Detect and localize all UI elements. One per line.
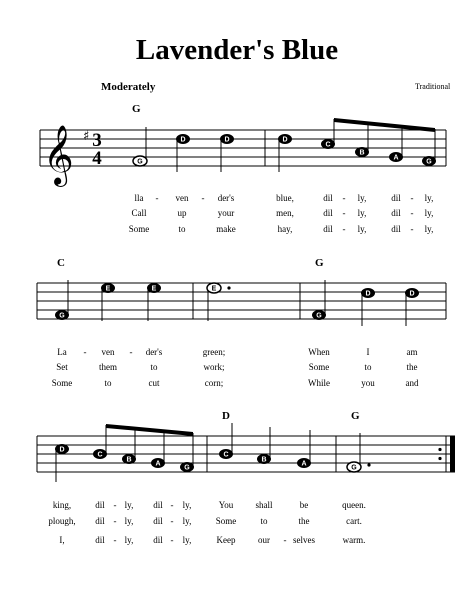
staff-system-3 bbox=[37, 410, 455, 545]
lyric-syllable: I, bbox=[59, 535, 65, 545]
note-name: E bbox=[105, 285, 111, 293]
lyric-syllable: der's bbox=[217, 193, 235, 203]
lyric-hyphen: - bbox=[113, 500, 117, 510]
note-name: D bbox=[282, 136, 288, 144]
staff-system-1 bbox=[40, 103, 446, 234]
lyric-syllable: dil bbox=[323, 193, 333, 203]
lyric-syllable: ly, bbox=[124, 500, 134, 510]
lyric-syllable: to bbox=[150, 362, 158, 372]
note-name: D bbox=[59, 446, 65, 454]
lyric-syllable: ly, bbox=[424, 193, 434, 203]
repeat-dot bbox=[438, 457, 441, 460]
lyric-syllable: Call bbox=[131, 208, 147, 218]
lyric-syllable: ly, bbox=[424, 208, 434, 218]
note-name: B bbox=[261, 456, 267, 464]
lyric-hyphen: - bbox=[342, 224, 346, 234]
lyric-hyphen: - bbox=[410, 224, 414, 234]
lyric-syllable: make bbox=[216, 224, 236, 234]
note-name: G bbox=[59, 312, 65, 320]
lyric-syllable: lla bbox=[134, 193, 144, 203]
lyrics-system-3 bbox=[48, 500, 366, 545]
lyric-syllable: men, bbox=[276, 208, 294, 218]
final-barline-thick bbox=[450, 436, 455, 472]
note-name: D bbox=[409, 290, 415, 298]
song-title: Lavender's Blue bbox=[135, 34, 339, 66]
note-name: D bbox=[224, 136, 230, 144]
lyric-syllable: La bbox=[57, 347, 67, 357]
note-name: E bbox=[211, 285, 217, 293]
note bbox=[219, 423, 233, 459]
lyric-syllable: you bbox=[361, 378, 375, 388]
lyric-syllable: dil bbox=[95, 516, 105, 526]
lyric-syllable: While bbox=[308, 378, 330, 388]
chord-symbol: G bbox=[351, 410, 360, 422]
lyric-syllable: Some bbox=[51, 378, 73, 388]
lyric-syllable: dil bbox=[391, 208, 401, 218]
chord-symbol: G bbox=[315, 257, 324, 269]
note-name: B bbox=[359, 149, 365, 157]
lyric-syllable: corn; bbox=[204, 378, 224, 388]
lyric-syllable: green; bbox=[202, 347, 226, 357]
lyric-syllable: selves bbox=[293, 535, 315, 545]
lyric-hyphen: - bbox=[113, 516, 117, 526]
note-name: D bbox=[365, 290, 371, 298]
dot bbox=[227, 286, 230, 289]
lyric-syllable: When bbox=[308, 347, 330, 357]
note-name: C bbox=[325, 141, 331, 149]
note-name: G bbox=[184, 464, 190, 472]
lyric-syllable: Set bbox=[56, 362, 68, 372]
lyric-hyphen: - bbox=[83, 347, 87, 357]
note-name: E bbox=[151, 285, 157, 293]
note bbox=[133, 127, 147, 166]
lyric-syllable: dil bbox=[153, 516, 163, 526]
eighth-note-group bbox=[93, 424, 194, 472]
eighth-note-group bbox=[321, 118, 436, 166]
note bbox=[55, 280, 69, 320]
lyric-syllable: Some bbox=[308, 362, 330, 372]
note bbox=[312, 280, 326, 320]
lyric-syllable: king, bbox=[52, 500, 72, 510]
lyric-syllable: Some bbox=[128, 224, 150, 234]
lyric-hyphen: - bbox=[342, 193, 346, 203]
note bbox=[405, 288, 419, 326]
lyric-syllable: our bbox=[258, 535, 270, 545]
note bbox=[361, 288, 375, 326]
lyric-syllable: ly, bbox=[182, 535, 192, 545]
lyric-syllable: plough, bbox=[48, 516, 76, 526]
lyric-hyphen: - bbox=[342, 208, 346, 218]
lyric-syllable: ly, bbox=[357, 208, 367, 218]
chord-symbol: C bbox=[57, 257, 65, 269]
lyric-syllable: be bbox=[299, 500, 309, 510]
note-name: G bbox=[426, 158, 432, 166]
note-name: A bbox=[155, 460, 161, 468]
lyric-syllable: ven bbox=[175, 193, 189, 203]
staff-lines-2 bbox=[37, 283, 446, 319]
lyric-syllable: ly, bbox=[124, 516, 134, 526]
lyric-syllable: ly, bbox=[182, 516, 192, 526]
dotted-half-note bbox=[207, 283, 231, 321]
lyric-syllable: der's bbox=[145, 347, 163, 357]
chord-symbol: D bbox=[222, 410, 230, 422]
staff-system-2 bbox=[37, 257, 446, 388]
lyric-syllable: ly, bbox=[357, 193, 367, 203]
note-name: C bbox=[97, 451, 103, 459]
note-name: G bbox=[316, 312, 322, 320]
lyric-hyphen: - bbox=[170, 516, 174, 526]
lyric-syllable: warm. bbox=[342, 535, 366, 545]
note-name: G bbox=[137, 158, 143, 166]
lyric-syllable: and bbox=[405, 378, 419, 388]
lyric-syllable: dil bbox=[153, 535, 163, 545]
lyric-syllable: cart. bbox=[346, 516, 362, 526]
tempo-marking: Moderately bbox=[101, 81, 156, 93]
lyric-syllable: queen. bbox=[342, 500, 366, 510]
lyric-syllable: ly, bbox=[124, 535, 134, 545]
lyric-syllable: Some bbox=[215, 516, 237, 526]
lyric-syllable: am bbox=[406, 347, 418, 357]
lyric-syllable: dil bbox=[95, 535, 105, 545]
composer-credit: Traditional bbox=[415, 82, 451, 91]
note-name: A bbox=[393, 154, 399, 162]
lyric-syllable: ly, bbox=[182, 500, 192, 510]
lyric-syllable: to bbox=[178, 224, 186, 234]
lyric-syllable: dil bbox=[323, 208, 333, 218]
lyric-syllable: You bbox=[218, 500, 234, 510]
key-signature-sharp-icon: ♯ bbox=[83, 129, 90, 144]
lyric-syllable: them bbox=[99, 362, 117, 372]
lyric-syllable: blue, bbox=[276, 193, 294, 203]
lyric-syllable: the bbox=[406, 362, 418, 372]
lyric-hyphen: - bbox=[410, 208, 414, 218]
lyric-hyphen: - bbox=[129, 347, 133, 357]
lyric-hyphen: - bbox=[113, 535, 117, 545]
lyric-syllable: ly, bbox=[424, 224, 434, 234]
lyric-syllable: the bbox=[298, 516, 310, 526]
lyric-syllable: ly, bbox=[357, 224, 367, 234]
note bbox=[101, 283, 115, 321]
lyric-hyphen: - bbox=[410, 193, 414, 203]
lyric-syllable: work; bbox=[203, 362, 225, 372]
note-name: A bbox=[301, 460, 307, 468]
note-name: G bbox=[351, 464, 357, 472]
lyric-syllable: dil bbox=[95, 500, 105, 510]
lyric-syllable: dil bbox=[391, 193, 401, 203]
chord-symbol: G bbox=[132, 103, 141, 115]
lyric-hyphen: - bbox=[155, 193, 159, 203]
dotted-half-note bbox=[347, 433, 371, 472]
lyric-hyphen: - bbox=[283, 535, 287, 545]
lyric-syllable: dil bbox=[323, 224, 333, 234]
lyric-syllable: your bbox=[217, 208, 235, 218]
lyric-hyphen: - bbox=[201, 193, 205, 203]
dot bbox=[367, 463, 370, 466]
lyric-hyphen: - bbox=[170, 535, 174, 545]
lyric-syllable: to bbox=[260, 516, 268, 526]
lyrics-system-1 bbox=[129, 193, 434, 234]
time-signature-top: 3 bbox=[92, 130, 102, 151]
lyric-hyphen: - bbox=[170, 500, 174, 510]
lyric-syllable: hay, bbox=[277, 224, 293, 234]
beam bbox=[106, 424, 193, 436]
lyric-syllable: to bbox=[364, 362, 372, 372]
note-name: D bbox=[180, 136, 186, 144]
lyric-syllable: up bbox=[177, 208, 187, 218]
lyric-syllable: Keep bbox=[216, 535, 236, 545]
lyrics-system-2 bbox=[52, 347, 419, 388]
note bbox=[147, 283, 161, 321]
lyric-syllable: dil bbox=[391, 224, 401, 234]
time-signature-bottom: 4 bbox=[92, 148, 102, 169]
lyric-syllable: ven bbox=[101, 347, 115, 357]
note-name: C bbox=[223, 451, 229, 459]
lyric-syllable: to bbox=[104, 378, 112, 388]
lyric-syllable: cut bbox=[148, 378, 160, 388]
note-name: B bbox=[126, 456, 132, 464]
treble-clef-icon: 𝄞 bbox=[43, 125, 74, 185]
repeat-dot bbox=[438, 448, 441, 451]
lyric-syllable: shall bbox=[255, 500, 273, 510]
lyric-syllable: I bbox=[366, 347, 370, 357]
lyric-syllable: dil bbox=[153, 500, 163, 510]
